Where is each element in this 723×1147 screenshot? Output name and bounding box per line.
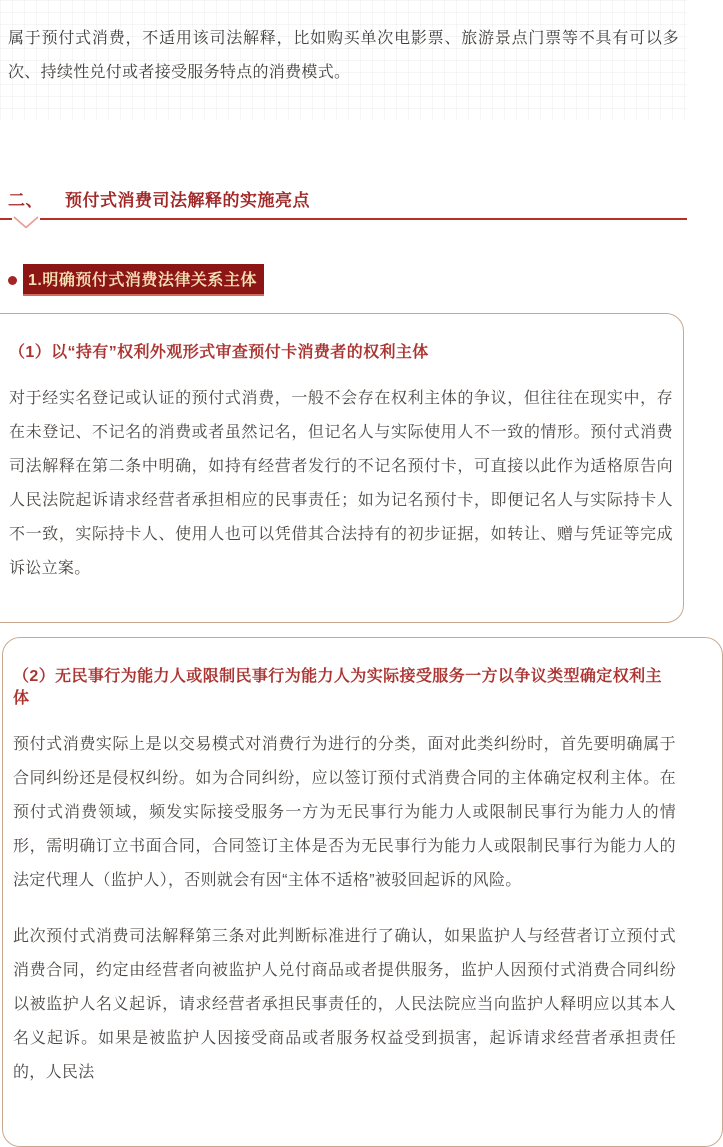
card-2-title: （2）无民事行为能力人或限制民事行为能力人为实际接受服务一方以争议类型确定权利主体 [13,668,662,707]
card-2 [2,637,723,1147]
section-number: 二、 [8,191,43,210]
section-heading [8,190,679,212]
divider-line [0,218,687,220]
card-2-paragraph-1: 预付式消费实际上是以交易模式对消费行为进行的分类，面对此类纠纷时，首先要明确属于合同纠纷还是侵权纠纷。如为合同纠纷，应以签订预付式消费合同的主体确定权利主体。在预付式消费领域，频发实际接受服务一方为无民事行为能力人或限制民事行为能力人的情形，需明确订立书面合同，合同签订主体是否为无民事行为能力人或限制民事行为能力人的法定代理人（监护人），否则就会有因“主体不适格”被驳回起诉的风险。 [13,736,676,889]
section-title: 预付式消费司法解释的实施亮点 [65,191,310,210]
intro-section [0,0,687,120]
chevron-down-icon [12,216,40,234]
bullet-icon [8,276,17,285]
intro-paragraph: 属于预付式消费，不适用该司法解释，比如购买单次电影票、旅游景点门票等不具有可以多次、持续性兑付或者接受服务特点的消费模式。 [8,30,679,81]
card-1-title: （1）以“持有”权利外观形式审查预付卡消费者的权利主体 [9,344,429,361]
highlight-item [8,264,687,296]
highlight-label: 1.明确预付式消费法律关系主体 [23,264,264,296]
card-2-paragraph-2: 此次预付式消费司法解释第三条对此判断标准进行了确认，如果监护人与经营者订立预付式消费合同，约定由经营者向被监护人兑付商品或者提供服务，监护人因预付式消费合同纠纷以被监护人名义起诉，请求经营者承担民事责任的，人民法院应当向监护人释明应以其本人名义起诉。如果是被监护人因接受商品或者服务权益受到损害，起诉请求经营者承担责任的，人民法 [13,928,676,1081]
card-1-paragraph: 对于经实名登记或认证的预付式消费，一般不会存在权利主体的争议，但往往在现实中，存在未登记、不记名的消费或者虽然记名，但记名人与实际使用人不一致的情形。预付式消费司法解释在第二条中明确，如持有经营者发行的不记名预付卡，可直接以此作为适格原告向人民法院起诉请求经营者承担相应的民事责任；如为记名预付卡，即便记名人与实际持卡人不一致，实际持卡人、使用人也可以凭借其合法持有的初步证据，如转让、赠与凭证等完成诉讼立案。 [9,390,673,577]
section-divider [0,218,687,234]
card-1 [0,313,684,623]
